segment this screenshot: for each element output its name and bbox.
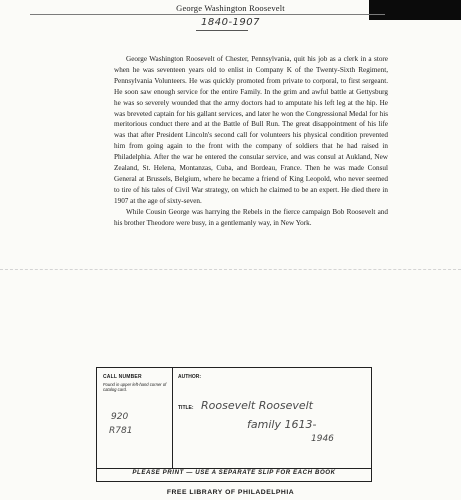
page-fold-line xyxy=(0,269,461,270)
biography-text xyxy=(114,54,388,229)
handwritten-title: family 1613- xyxy=(247,418,317,431)
author-label: AUTHOR: xyxy=(178,374,202,380)
handwritten-title: Roosevelt Roosevelt xyxy=(201,399,313,412)
handwritten-title: 1946 xyxy=(311,434,334,444)
biography-paragraph: While Cousin George was harrying the Rebels in the fierce campaign Bob Roosevelt and his brother Theodore were busy, in a gentlemanly way, in New York. xyxy=(114,207,388,227)
title-label: TITLE: xyxy=(178,405,194,411)
handwritten-call-number: R781 xyxy=(109,426,133,436)
slip-instruction: PLEASE PRINT — USE A SEPARATE SLIP FOR EACH BOOK xyxy=(132,469,336,476)
biography-paragraph: George Washington Roosevelt of Chester, Pennsylvania, quit his job as a clerk in a store when he was seventeen years old to enlist in Company K of the Twenty-Sixth Regiment, Pennsylvania Volunteers. He was quickly promoted from private to corporal, to first sergeant. He soon saw enough service for the entire Family. In the grim and awful battle at Gettysburg he was so severely wounded that the army doctors had to amputate his left leg at the hip. He was breveted captain for his gallant services, and later he won the Congressional Medal for his meritorious conduct there and at the Battle of Bull Run. The great disappointment of his life was that after President Lincoln's second call for volunteers his physical condition prevented him from going again to the front with the company of soldiers that he had raised in Philadelphia. After the war he entered the consular service, and was consul at Aukland, New Zealand, St. Helena, Montanzas, Cuba, and Bordeau, France. Then he was made Consul General at Brussels, Belgium, where he became a friend of King Leopold, who never seemed to tire of his tales of Civil War strategy, on which he claimed to be an expert. He died there in 1907 at the age of sixty-seven. xyxy=(114,55,388,205)
call-slip xyxy=(96,367,372,469)
call-number-note: Found in upper left-hand corner of catalog card. xyxy=(103,382,167,392)
page-title: George Washington Roosevelt xyxy=(176,3,285,13)
slip-column-divider xyxy=(172,368,173,468)
slip-instruction-box xyxy=(96,467,372,482)
title-rule xyxy=(30,14,385,15)
call-number-label: CALL NUMBER xyxy=(103,374,142,380)
handwritten-underline xyxy=(196,30,248,31)
handwritten-call-number: 920 xyxy=(111,412,129,422)
handwritten-life-dates: 1840-1907 xyxy=(201,17,261,28)
library-name: FREE LIBRARY OF PHILADELPHIA xyxy=(166,489,295,496)
